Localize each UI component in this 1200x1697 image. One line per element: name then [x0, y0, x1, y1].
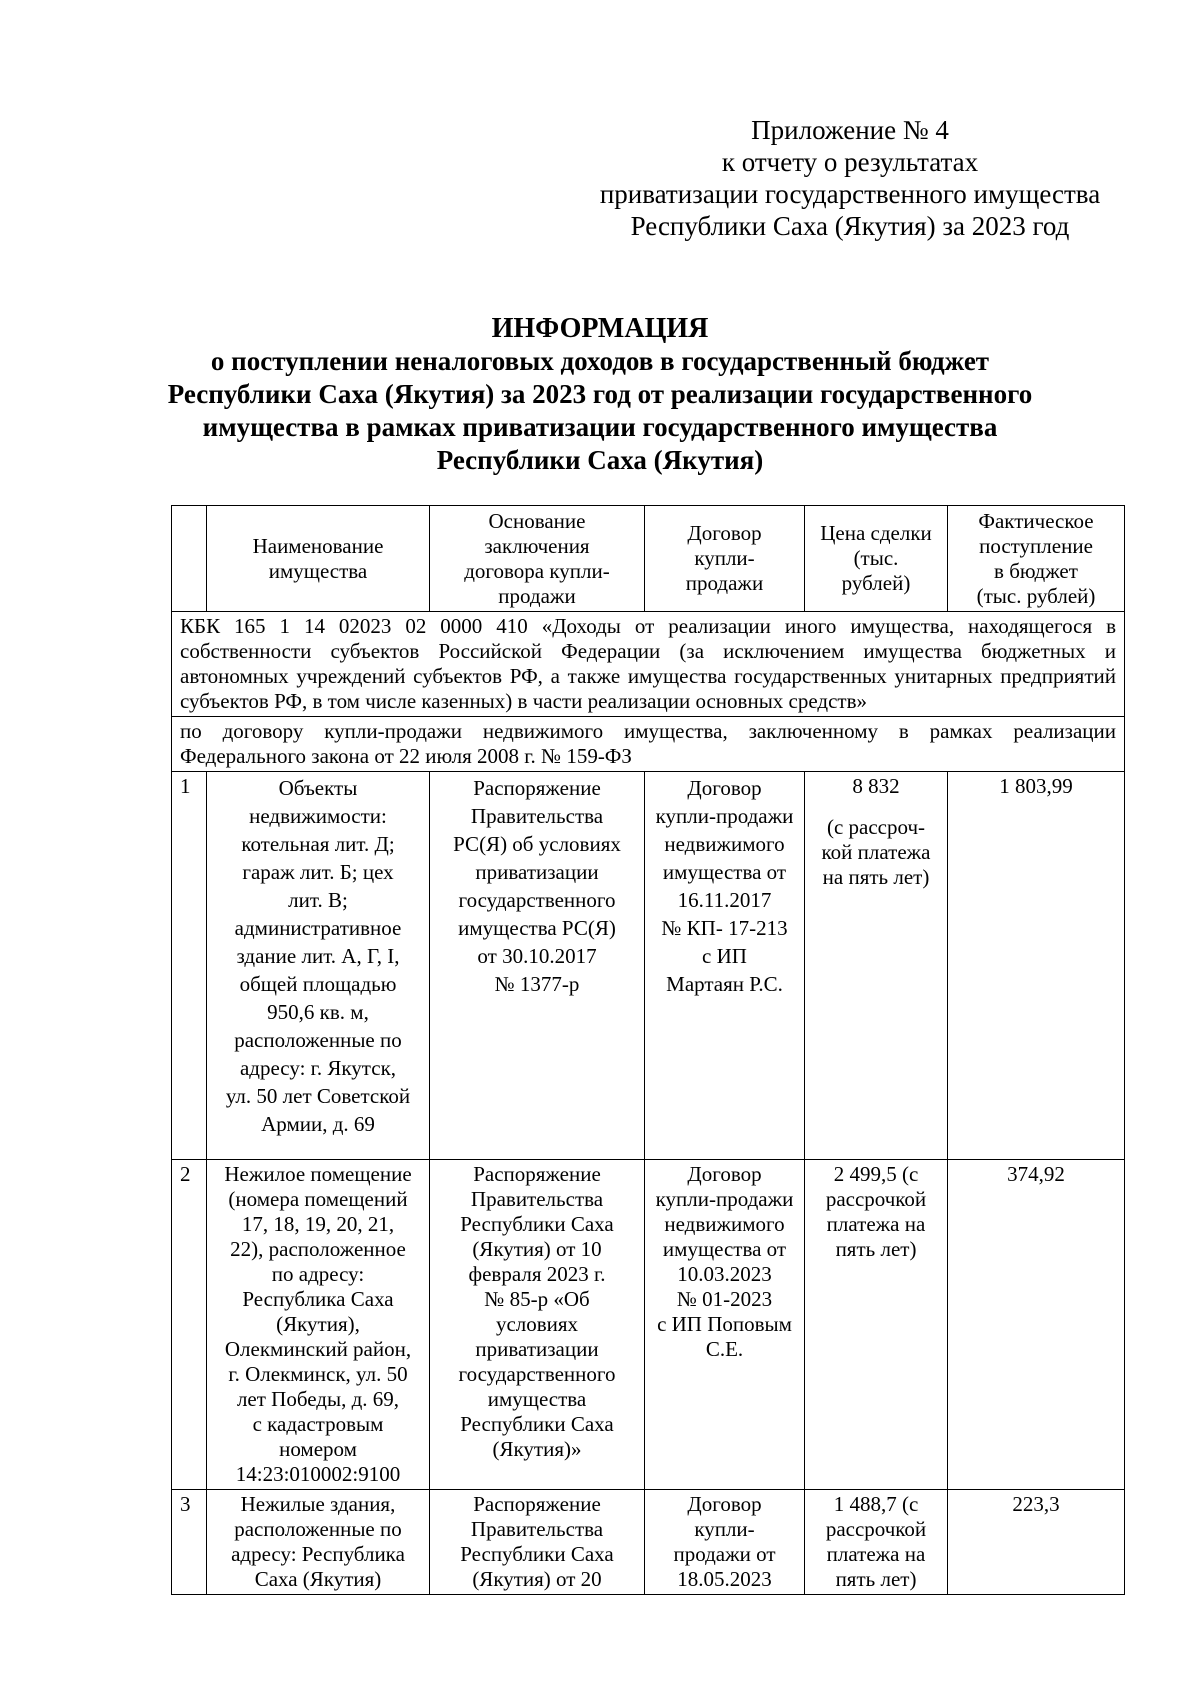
- row-contract: Договор купли-продажи недвижимого имущества от 16.11.2017 № КП- 17-213 с ИП Мартаян Р.С.: [645, 772, 805, 1160]
- appendix-line-3: приватизации государственного имущества: [599, 179, 1101, 209]
- law-description: по договору купли-продажи недвижимого имущества, заключенному в рамках реализации Федерального закона от 22 июля 2008 г. № 159-ФЗ: [172, 717, 1125, 772]
- header-contract: Договор купли- продажи: [645, 506, 805, 612]
- header-num: [172, 506, 207, 612]
- row-actual: 223,3: [948, 1490, 1125, 1595]
- table-row: [172, 772, 1125, 1160]
- appendix-line-1: Приложение № 4: [751, 115, 949, 145]
- row-basis: Распоряжение Правительства РС(Я) об условиях приватизации государственного имущества РС(Я) от 30.10.2017 № 1377-р: [430, 772, 645, 1160]
- title-line-2: Республики Саха (Якутия) за 2023 год от реализации государственного: [167, 379, 1033, 409]
- row-property-name: Нежилое помещение (номера помещений 17, 18, 19, 20, 21, 22), расположенное по адресу: Республика Саха (Якутия), Олекминский район, г. Олекминск, ул. 50 лет Победы, д. 69, с кадастровым номером 14:23:010002:9100: [207, 1160, 430, 1490]
- row-basis: Распоряжение Правительства Республики Саха (Якутия) от 10 февраля 2023 г. № 85-р «Об условиях приватизации государственного имущества Республики Саха (Якутия)»: [430, 1160, 645, 1490]
- table-row: [172, 1490, 1125, 1595]
- document-title: [100, 312, 1100, 477]
- title-line-4: Республики Саха (Якутия): [436, 445, 764, 475]
- row-actual: 374,92: [948, 1160, 1125, 1490]
- title-line-3: имущества в рамках приватизации государственного имущества: [202, 412, 998, 442]
- row-price-value: 8 832: [852, 774, 900, 798]
- row-num: 3: [172, 1490, 207, 1595]
- appendix-line-2: к отчету о результатах: [721, 147, 979, 177]
- kbk-row: [172, 612, 1125, 717]
- table-header-row: [172, 506, 1125, 612]
- header-price: Цена сделки (тыс. рублей): [805, 506, 948, 612]
- header-actual: Фактическое поступление в бюджет (тыс. рублей): [948, 506, 1125, 612]
- row-price-note: (с рассроч- кой платежа на пять лет): [821, 815, 931, 889]
- table-row: [172, 1160, 1125, 1490]
- row-actual: 1 803,99: [948, 772, 1125, 1160]
- row-price: 2 499,5 (с рассрочкой платежа на пять лет): [805, 1160, 948, 1490]
- row-price: 1 488,7 (с рассрочкой платежа на пять лет): [805, 1490, 948, 1595]
- kbk-description: КБК 165 1 14 02023 02 0000 410 «Доходы от реализации иного имущества, находящегося в собственности субъектов Российской Федерации (за исключением имущества бюджетных и автономных учреждений субъектов РФ, а также имущества государственных унитарных предприятий субъектов РФ, в том числе казенных) в части реализации основных средств»: [172, 612, 1125, 717]
- row-num: 1: [172, 772, 207, 1160]
- row-price: [805, 772, 948, 1160]
- row-contract: Договор купли-продажи недвижимого имущества от 10.03.2023 № 01-2023 с ИП Поповым С.Е.: [645, 1160, 805, 1490]
- row-contract: Договор купли- продажи от 18.05.2023: [645, 1490, 805, 1595]
- revenue-table: [171, 505, 1125, 1595]
- row-property-name: Нежилые здания, расположенные по адресу: Республика Саха (Якутия): [207, 1490, 430, 1595]
- row-num: 2: [172, 1160, 207, 1490]
- title-line-1: о поступлении неналоговых доходов в государственный бюджет: [210, 346, 990, 376]
- row-basis: Распоряжение Правительства Республики Саха (Якутия) от 20: [430, 1490, 645, 1595]
- law-row: [172, 717, 1125, 772]
- appendix-header: [560, 114, 1140, 242]
- header-name: Наименование имущества: [207, 506, 430, 612]
- appendix-line-4: Республики Саха (Якутия) за 2023 год: [630, 211, 1070, 241]
- header-basis: Основание заключения договора купли- продажи: [430, 506, 645, 612]
- title-main: ИНФОРМАЦИЯ: [491, 313, 709, 344]
- row-property-name: Объекты недвижимости: котельная лит. Д; гараж лит. Б; цех лит. В; административное здание лит. А, Г, I, общей площадью 950,6 кв. м, расположенные по адресу: г. Якутск, ул. 50 лет Советской Армии, д. 69: [207, 772, 430, 1160]
